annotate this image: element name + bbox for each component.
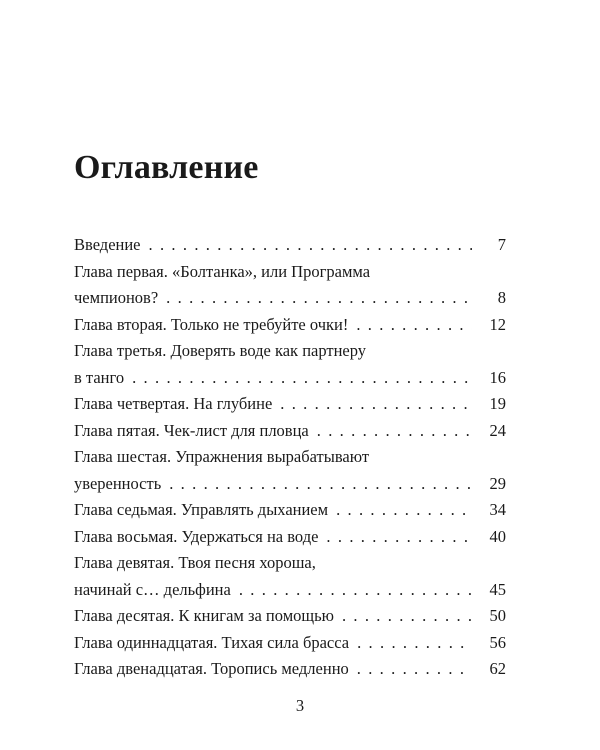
toc-entry[interactable] bbox=[74, 656, 506, 683]
toc-entry-page: 7 bbox=[497, 235, 506, 254]
toc-entry-page: 19 bbox=[489, 394, 506, 413]
toc-entry[interactable] bbox=[74, 312, 506, 339]
toc-entry-title: Глава девятая. Твоя песня хороша, bbox=[74, 553, 316, 572]
dot-leader bbox=[342, 603, 472, 630]
toc-entry-title: Глава двенадцатая. Торопись медленно bbox=[74, 659, 349, 678]
dot-leader bbox=[357, 630, 472, 657]
dot-leader bbox=[239, 577, 472, 604]
toc-entry-title: Введение bbox=[74, 235, 141, 254]
dot-leader bbox=[326, 524, 472, 551]
dot-leader bbox=[280, 391, 472, 418]
toc-entry-title: Глава шестая. Упражнения вырабатывают bbox=[74, 447, 370, 466]
toc-entry-title-continued: начинай с… дельфина bbox=[74, 579, 231, 599]
dot-leader bbox=[336, 497, 472, 524]
toc-entry-page: 29 bbox=[489, 473, 506, 493]
toc-entry[interactable] bbox=[74, 497, 506, 524]
toc-entry-page: 8 bbox=[497, 288, 506, 307]
toc-entry-title: Глава первая. «Болтанка», или Программа bbox=[74, 261, 371, 281]
toc-entry[interactable] bbox=[74, 444, 506, 497]
toc-entry-title-continued: чемпионов? bbox=[74, 288, 159, 307]
toc-entry-page: 40 bbox=[489, 526, 506, 546]
toc-entry[interactable] bbox=[74, 550, 506, 603]
toc-entry-page: 34 bbox=[489, 500, 506, 519]
toc-entry[interactable] bbox=[74, 418, 506, 445]
toc-entry-title: Глава восьмая. Удержаться на воде bbox=[74, 526, 319, 546]
dot-leader bbox=[149, 232, 472, 259]
toc-entry-title-continued: уверенность bbox=[74, 473, 162, 493]
toc-entry[interactable] bbox=[74, 259, 506, 312]
toc-entry-page: 62 bbox=[489, 659, 506, 678]
toc-entry-page: 16 bbox=[489, 367, 506, 387]
toc-entry-page: 12 bbox=[489, 314, 506, 334]
toc-entry-page: 50 bbox=[489, 606, 506, 625]
toc-entry-title: Глава десятая. К книгам за помощью bbox=[74, 606, 334, 625]
toc-entry[interactable] bbox=[74, 630, 506, 657]
dot-leader bbox=[132, 365, 472, 392]
toc-entry[interactable] bbox=[74, 338, 506, 391]
toc-entry[interactable] bbox=[74, 524, 506, 551]
toc-entry-title: Глава третья. Доверять воде как партнеру bbox=[74, 341, 367, 360]
page-title: Оглавление bbox=[74, 149, 259, 186]
toc-entry[interactable] bbox=[74, 391, 506, 418]
toc-entry[interactable] bbox=[74, 232, 506, 259]
dot-leader bbox=[357, 656, 472, 683]
toc-entry[interactable] bbox=[74, 603, 506, 630]
toc-entry-page: 45 bbox=[489, 579, 506, 599]
toc-entry-title: Глава четвертая. На глубине bbox=[74, 394, 273, 413]
dot-leader bbox=[166, 285, 472, 312]
dot-leader bbox=[169, 471, 472, 498]
toc-entry-title: Глава одиннадцатая. Тихая сила брасса bbox=[74, 632, 350, 652]
toc-entry-page: 24 bbox=[489, 420, 506, 440]
dot-leader bbox=[317, 418, 472, 445]
toc-entry-title: Глава вторая. Только не требуйте очки! bbox=[74, 314, 349, 334]
toc-entry-title: Глава седьмая. Управлять дыханием bbox=[74, 500, 329, 519]
table-of-contents bbox=[74, 232, 506, 683]
dot-leader bbox=[356, 312, 472, 339]
toc-entry-title: Глава пятая. Чек-лист для пловца bbox=[74, 420, 309, 440]
page-number: 3 bbox=[295, 696, 305, 715]
toc-entry-title-continued: в танго bbox=[74, 367, 125, 387]
toc-entry-page: 56 bbox=[489, 632, 506, 652]
